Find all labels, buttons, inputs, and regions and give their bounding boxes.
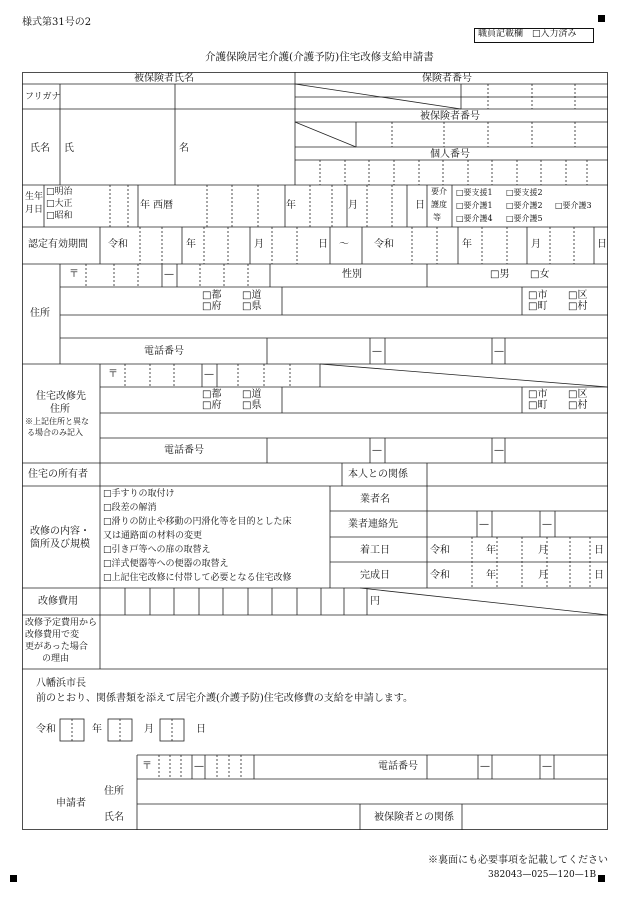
validity-day-start: 日 [318, 239, 328, 250]
renovation-ken-checkbox[interactable]: □県 [242, 400, 262, 411]
phone-dash-2: — [494, 346, 504, 357]
fu-checkbox[interactable]: □府 [202, 301, 222, 312]
start-date-label: 着工日 [360, 545, 390, 556]
content-step-checkbox[interactable]: □段差の解消 [103, 503, 157, 513]
renovation-note-2: る場合のみ記入 [27, 428, 83, 437]
validity-month-end: 月 [531, 239, 541, 250]
era-showa-checkbox[interactable]: □昭和 [46, 211, 73, 221]
era-taisho-checkbox[interactable]: □大正 [46, 199, 73, 209]
renovation-label-2: 住所 [50, 404, 70, 415]
care-label-3: 等 [433, 213, 441, 222]
phone-label: 電話番号 [144, 346, 184, 357]
surname-label: 氏 [64, 143, 74, 154]
end-date-label: 完成日 [360, 570, 390, 581]
validity-label: 認定有効期間 [28, 239, 88, 250]
address-detail-field[interactable] [62, 316, 606, 337]
name-label: 氏名 [30, 143, 50, 154]
renovation-son-checkbox[interactable]: □村 [568, 400, 588, 411]
start-year: 年 [486, 545, 496, 556]
dou-checkbox[interactable]: □道 [242, 290, 262, 301]
birth-year-unit-2: 年 [286, 200, 296, 211]
to-checkbox[interactable]: □都 [202, 290, 222, 301]
chou-checkbox[interactable]: □町 [528, 301, 548, 312]
care-level-4[interactable]: □要介護4 [456, 214, 493, 223]
renovation-dou-checkbox[interactable]: □道 [242, 389, 262, 400]
care-support-1[interactable]: □要支援1 [456, 188, 493, 197]
diagonal-insured [295, 122, 356, 147]
content-ancillary-checkbox[interactable]: □上記住宅改修に付帯して必要となる住宅改修 [103, 573, 292, 583]
applicant-phone-label: 電話番号 [378, 761, 418, 772]
validity-year-end: 年 [462, 239, 472, 250]
end-year: 年 [486, 570, 496, 581]
phone-dash-1: — [372, 346, 382, 357]
renovation-phone-dash-2: — [494, 445, 504, 456]
validity-day-end: 日 [597, 239, 607, 250]
applicant-relation-label: 被保険者との関係 [374, 812, 454, 823]
content-handrail-checkbox[interactable]: □手すりの取付け [103, 489, 175, 499]
renovation-postal-mark: 〒 [108, 369, 118, 380]
form-grid [22, 72, 608, 830]
content-label-2: 箇所及び規模 [30, 539, 90, 550]
content-floor-continued: 又は通路面の材料の変更 [103, 531, 203, 541]
form-title: 介護保険居宅介護(介護予防)住宅改修支給申請書 [205, 51, 434, 63]
owner-field[interactable] [102, 464, 340, 485]
personal-number-label: 個人番号 [430, 149, 470, 160]
renovation-phone-dash-1: — [372, 445, 382, 456]
footer-note: ※裏面にも必要事項を記載してください [428, 855, 608, 866]
ken-checkbox[interactable]: □県 [242, 301, 262, 312]
application-statement: 前のとおり、関係書類を添えて居宅介護(介護予防)住宅改修費の支給を申請します。 [36, 693, 414, 704]
renovation-note-1: ※上記住所と異な [25, 417, 89, 426]
care-level-2[interactable]: □要介護2 [506, 201, 543, 210]
owner-relation-field[interactable] [429, 464, 606, 485]
validity-reiwa-end: 令和 [374, 239, 394, 250]
validity-month-start: 月 [254, 239, 264, 250]
applicant-address-field[interactable] [139, 780, 606, 803]
form-number: 様式第31号の2 [22, 17, 92, 28]
renovation-to-checkbox[interactable]: □都 [202, 389, 222, 400]
content-label-1: 改修の内容・ [30, 526, 90, 537]
applicant-postal-mark: 〒 [142, 761, 152, 772]
birth-year-unit: 年 [140, 200, 150, 211]
applicant-postal-dash: — [194, 761, 204, 772]
insurer-number-label: 保険者番号 [422, 73, 472, 84]
owner-label: 住宅の所有者 [28, 469, 88, 480]
applicant-label: 申請者 [56, 798, 86, 809]
change-reason-field[interactable] [102, 616, 606, 668]
cost-label: 改修費用 [38, 596, 78, 607]
address-label: 住所 [30, 308, 50, 319]
renovation-label-1: 住宅改修先 [36, 391, 86, 402]
renovation-address-detail-field[interactable] [102, 414, 606, 437]
care-label-1: 要介 [431, 187, 447, 196]
renovation-postal-dash: — [204, 369, 214, 380]
staff-box-label: 職員記載欄 □入力済み [478, 29, 577, 39]
care-level-3[interactable]: □要介護3 [555, 201, 592, 210]
start-day: 日 [594, 545, 604, 556]
birth-label-line1: 生年 [25, 192, 44, 202]
contractor-label: 業者名 [360, 494, 390, 505]
end-month: 月 [538, 570, 548, 581]
ku-checkbox[interactable]: □区 [568, 290, 588, 301]
registration-mark-bottom-right [598, 875, 605, 882]
start-reiwa: 令和 [430, 545, 450, 556]
content-door-checkbox[interactable]: □引き戸等への扉の取替え [103, 545, 211, 555]
start-month: 月 [538, 545, 548, 556]
postal-mark: 〒 [69, 269, 79, 280]
registration-mark-top-right [598, 15, 605, 22]
insured-number-label: 被保険者番号 [420, 111, 480, 122]
application-reiwa: 令和 [36, 724, 56, 735]
applicant-name-field[interactable] [139, 805, 358, 829]
change-reason-2: 改修費用で変 [25, 630, 80, 640]
renovation-shi-checkbox[interactable]: □市 [528, 389, 548, 400]
change-reason-4: の理由 [42, 654, 70, 664]
birth-day-unit: 日 [415, 200, 425, 211]
furigana-field[interactable] [62, 86, 292, 108]
change-reason-1: 改修予定費用から [25, 618, 98, 628]
furigana-label: フリガナ [25, 92, 61, 102]
validity-year-start: 年 [186, 239, 196, 250]
end-reiwa: 令和 [430, 570, 450, 581]
diagonal-renovation [320, 364, 608, 387]
applicant-name-label: 氏名 [104, 812, 124, 823]
care-label-2: 護度 [431, 200, 447, 209]
registration-mark-bottom-left [10, 875, 17, 882]
application-year: 年 [92, 724, 102, 735]
diagonal-insurer [295, 84, 461, 109]
gender-label: 性別 [342, 269, 362, 280]
change-reason-3: 更があった場合 [25, 642, 88, 652]
contractor-contact-label: 業者連絡先 [348, 519, 398, 530]
addressee: 八幡浜市長 [36, 678, 86, 689]
care-level-5[interactable]: □要介護5 [506, 214, 543, 223]
application-form [22, 72, 608, 830]
contractor-dash-1: — [479, 519, 489, 530]
content-toilet-checkbox[interactable]: □洋式便器等への便器の取替え [103, 559, 229, 569]
application-month: 月 [144, 724, 154, 735]
care-level-1[interactable]: □要介護1 [456, 201, 493, 210]
contractor-dash-2: — [542, 519, 552, 530]
era-meiji-checkbox[interactable]: □明治 [46, 187, 73, 197]
care-support-2[interactable]: □要支援2 [506, 188, 543, 197]
seireki-label: 西暦 [153, 200, 173, 211]
renovation-fu-checkbox[interactable]: □府 [202, 400, 222, 411]
renovation-chou-checkbox[interactable]: □町 [528, 400, 548, 411]
validity-tilde: ～ [339, 239, 349, 250]
validity-reiwa-start: 令和 [108, 239, 128, 250]
end-day: 日 [594, 570, 604, 581]
renovation-phone-label: 電話番号 [164, 445, 204, 456]
given-name-label: 名 [179, 143, 189, 154]
shi-checkbox[interactable]: □市 [528, 290, 548, 301]
applicant-address-label: 住所 [104, 786, 124, 797]
postal-dash: — [164, 269, 174, 280]
surname-field[interactable] [77, 111, 172, 183]
application-day: 日 [196, 724, 206, 735]
female-checkbox[interactable]: □女 [530, 269, 550, 280]
given-name-field[interactable] [190, 111, 292, 183]
renovation-ku-checkbox[interactable]: □区 [568, 389, 588, 400]
male-checkbox[interactable]: □男 [490, 269, 510, 280]
content-floor-checkbox[interactable]: □滑りの防止や移動の円滑化等を目的とした床 [103, 517, 292, 527]
applicant-relation-field[interactable] [464, 805, 606, 829]
cost-yen: 円 [370, 596, 380, 607]
contractor-field[interactable] [429, 487, 606, 510]
son-checkbox[interactable]: □村 [568, 301, 588, 312]
applicant-phone-dash-1: — [480, 761, 490, 772]
birth-label-line2: 月日 [25, 205, 44, 215]
owner-relation-label: 本人との関係 [348, 469, 408, 480]
footer-code: 382043—025—120—1B [488, 870, 597, 880]
applicant-phone-dash-2: — [542, 761, 552, 772]
insured-name-header: 被保険者氏名 [134, 73, 194, 84]
diagonal-cost [360, 588, 608, 615]
birth-month-unit: 月 [348, 200, 358, 211]
